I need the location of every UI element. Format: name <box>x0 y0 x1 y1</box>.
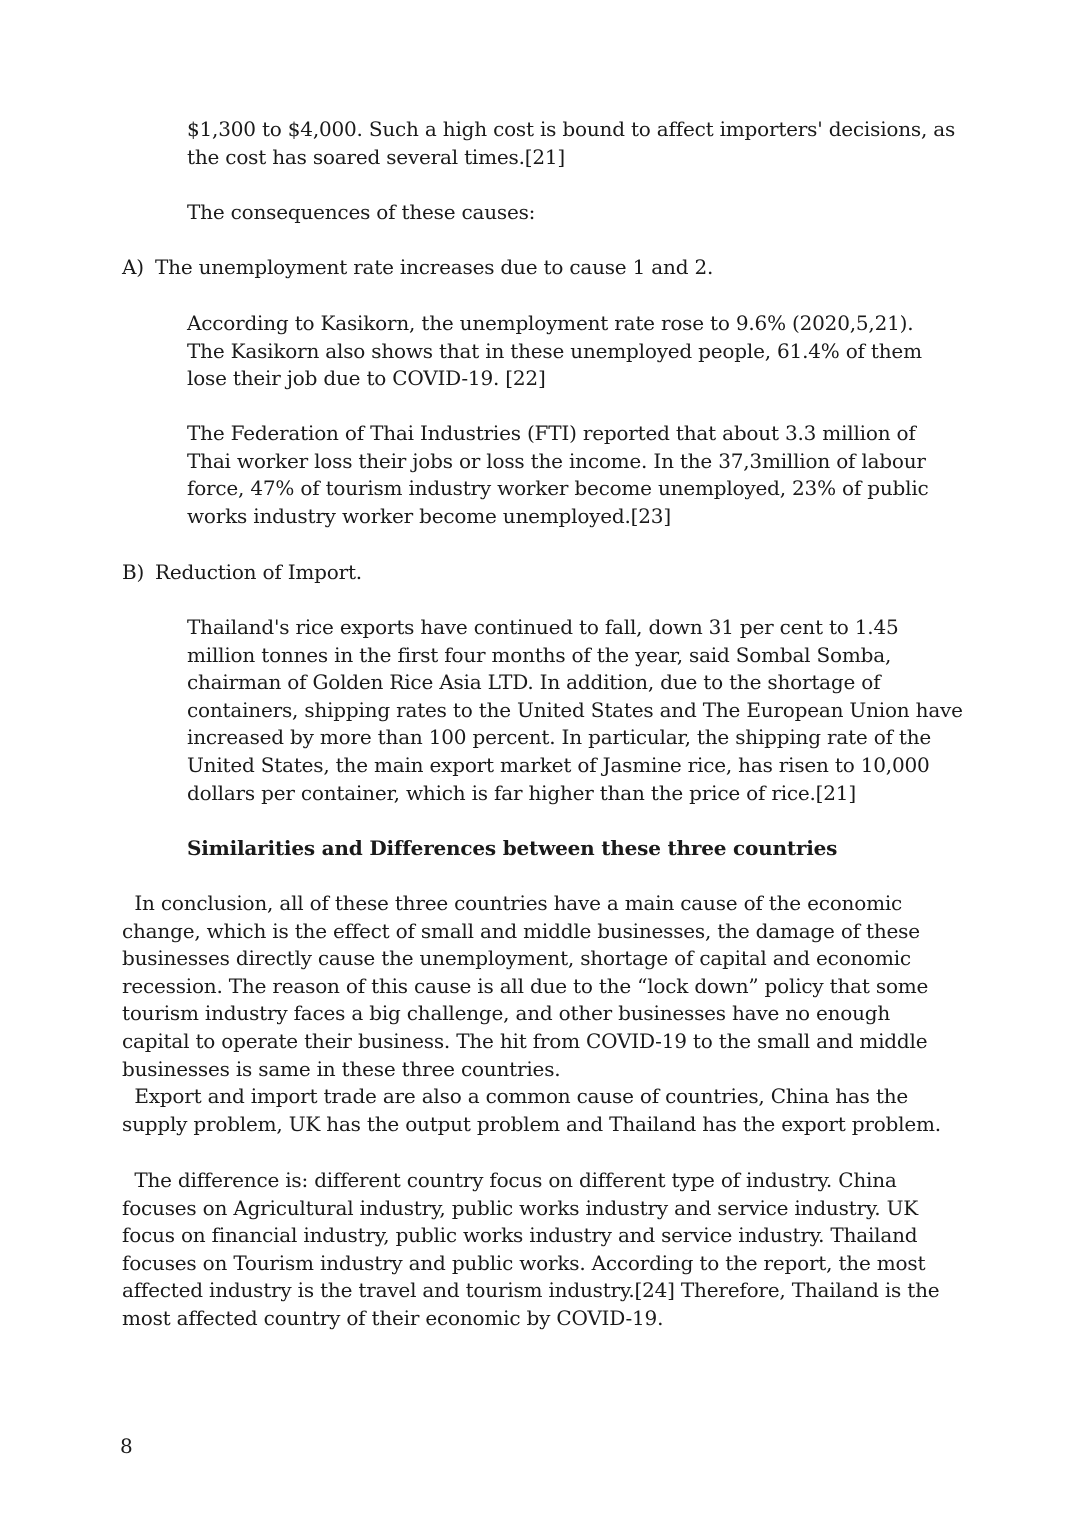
text-line: focuses on Agricultural industry, public works industry and service industry. UK <box>122 1195 919 1220</box>
text-line: $1,300 to $4,000. Such a high cost is bound to affect importers' decisions, as <box>187 117 956 141</box>
page-number: 8 <box>120 1434 133 1458</box>
text-line: The Kasikorn also shows that in these unemployed people, 61.4% of them <box>187 338 922 363</box>
list-item-text: The unemployment rate increases due to cause 1 and 2. <box>155 255 714 279</box>
paragraph-shipping-cost <box>187 116 962 171</box>
text-line: the cost has soared several times.[21] <box>187 144 566 169</box>
text-line: recession. The reason of this cause is all due to the “lock down” policy that some <box>122 973 929 998</box>
paragraph-kasikorn <box>187 310 962 393</box>
text-line: affected industry is the travel and tourism industry.[24] Therefore, Thailand is the <box>122 1278 940 1303</box>
text-line: The Federation of Thai Industries (FTI) reported that about 3.3 million of <box>187 421 916 445</box>
text-line: Thai worker loss their jobs or loss the income. In the 37,3million of labour <box>187 448 926 473</box>
paragraph-conclusion <box>122 890 952 1138</box>
section-heading: Similarities and Differences between these three countries <box>187 836 838 860</box>
text-line: dollars per container, which is far higher than the price of rice.[21] <box>187 780 856 805</box>
text-line: Thailand's rice exports have continued to fall, down 31 per cent to 1.45 <box>187 615 899 639</box>
text-line: Export and import trade are also a common cause of countries, China has the <box>122 1084 909 1109</box>
list-item-a <box>122 254 922 282</box>
text-line: The difference is: different country focus on different type of industry. China <box>122 1168 897 1192</box>
list-marker: B) <box>122 560 145 584</box>
paragraph-consequences-intro <box>187 199 962 227</box>
paragraph-difference <box>122 1167 952 1333</box>
text-line: businesses directly cause the unemployment, shortage of capital and economic <box>122 946 911 971</box>
text-line: increased by more than 100 percent. In particular, the shipping rate of the <box>187 725 932 750</box>
text-line: lose their job due to COVID-19. [22] <box>187 366 546 391</box>
text-line: supply problem, UK has the output problem and Thailand has the export problem. <box>122 1111 941 1136</box>
text-line: focus on financial industry, public works industry and service industry. Thailand <box>122 1223 918 1248</box>
text-line: force, 47% of tourism industry worker become unemployed, 23% of public <box>187 476 929 501</box>
text-line: million tonnes in the first four months of the year, said Sombal Somba, <box>187 642 892 667</box>
text-line: capital to operate their business. The hit from COVID-19 to the small and middle <box>122 1028 928 1053</box>
text-line: businesses is same in these three countries. <box>122 1056 561 1081</box>
text-line: The consequences of these causes: <box>187 200 536 224</box>
text-line: change, which is the effect of small and middle businesses, the damage of these <box>122 918 920 943</box>
text-line: works industry worker become unemployed.[23] <box>187 503 671 528</box>
text-line: chairman of Golden Rice Asia LTD. In addition, due to the shortage of <box>187 670 881 695</box>
text-line: According to Kasikorn, the unemployment rate rose to 9.6% (2020,5,21). <box>187 311 914 335</box>
text-line: most affected country of their economic by COVID-19. <box>122 1305 664 1330</box>
text-line: containers, shipping rates to the United States and The European Union have <box>187 697 963 722</box>
list-item-text: Reduction of Import. <box>155 560 362 584</box>
list-marker: A) <box>122 255 144 279</box>
text-line: focuses on Tourism industry and public works. According to the report, the most <box>122 1250 926 1275</box>
text-line: In conclusion, all of these three countries have a main cause of the economic <box>122 891 903 915</box>
paragraph-fti <box>187 420 962 530</box>
paragraph-rice-exports <box>187 614 962 807</box>
text-line: tourism industry faces a big challenge, and other businesses have no enough <box>122 1001 891 1026</box>
text-line: United States, the main export market of Jasmine rice, has risen to 10,000 <box>187 752 930 777</box>
list-item-b <box>122 559 922 587</box>
